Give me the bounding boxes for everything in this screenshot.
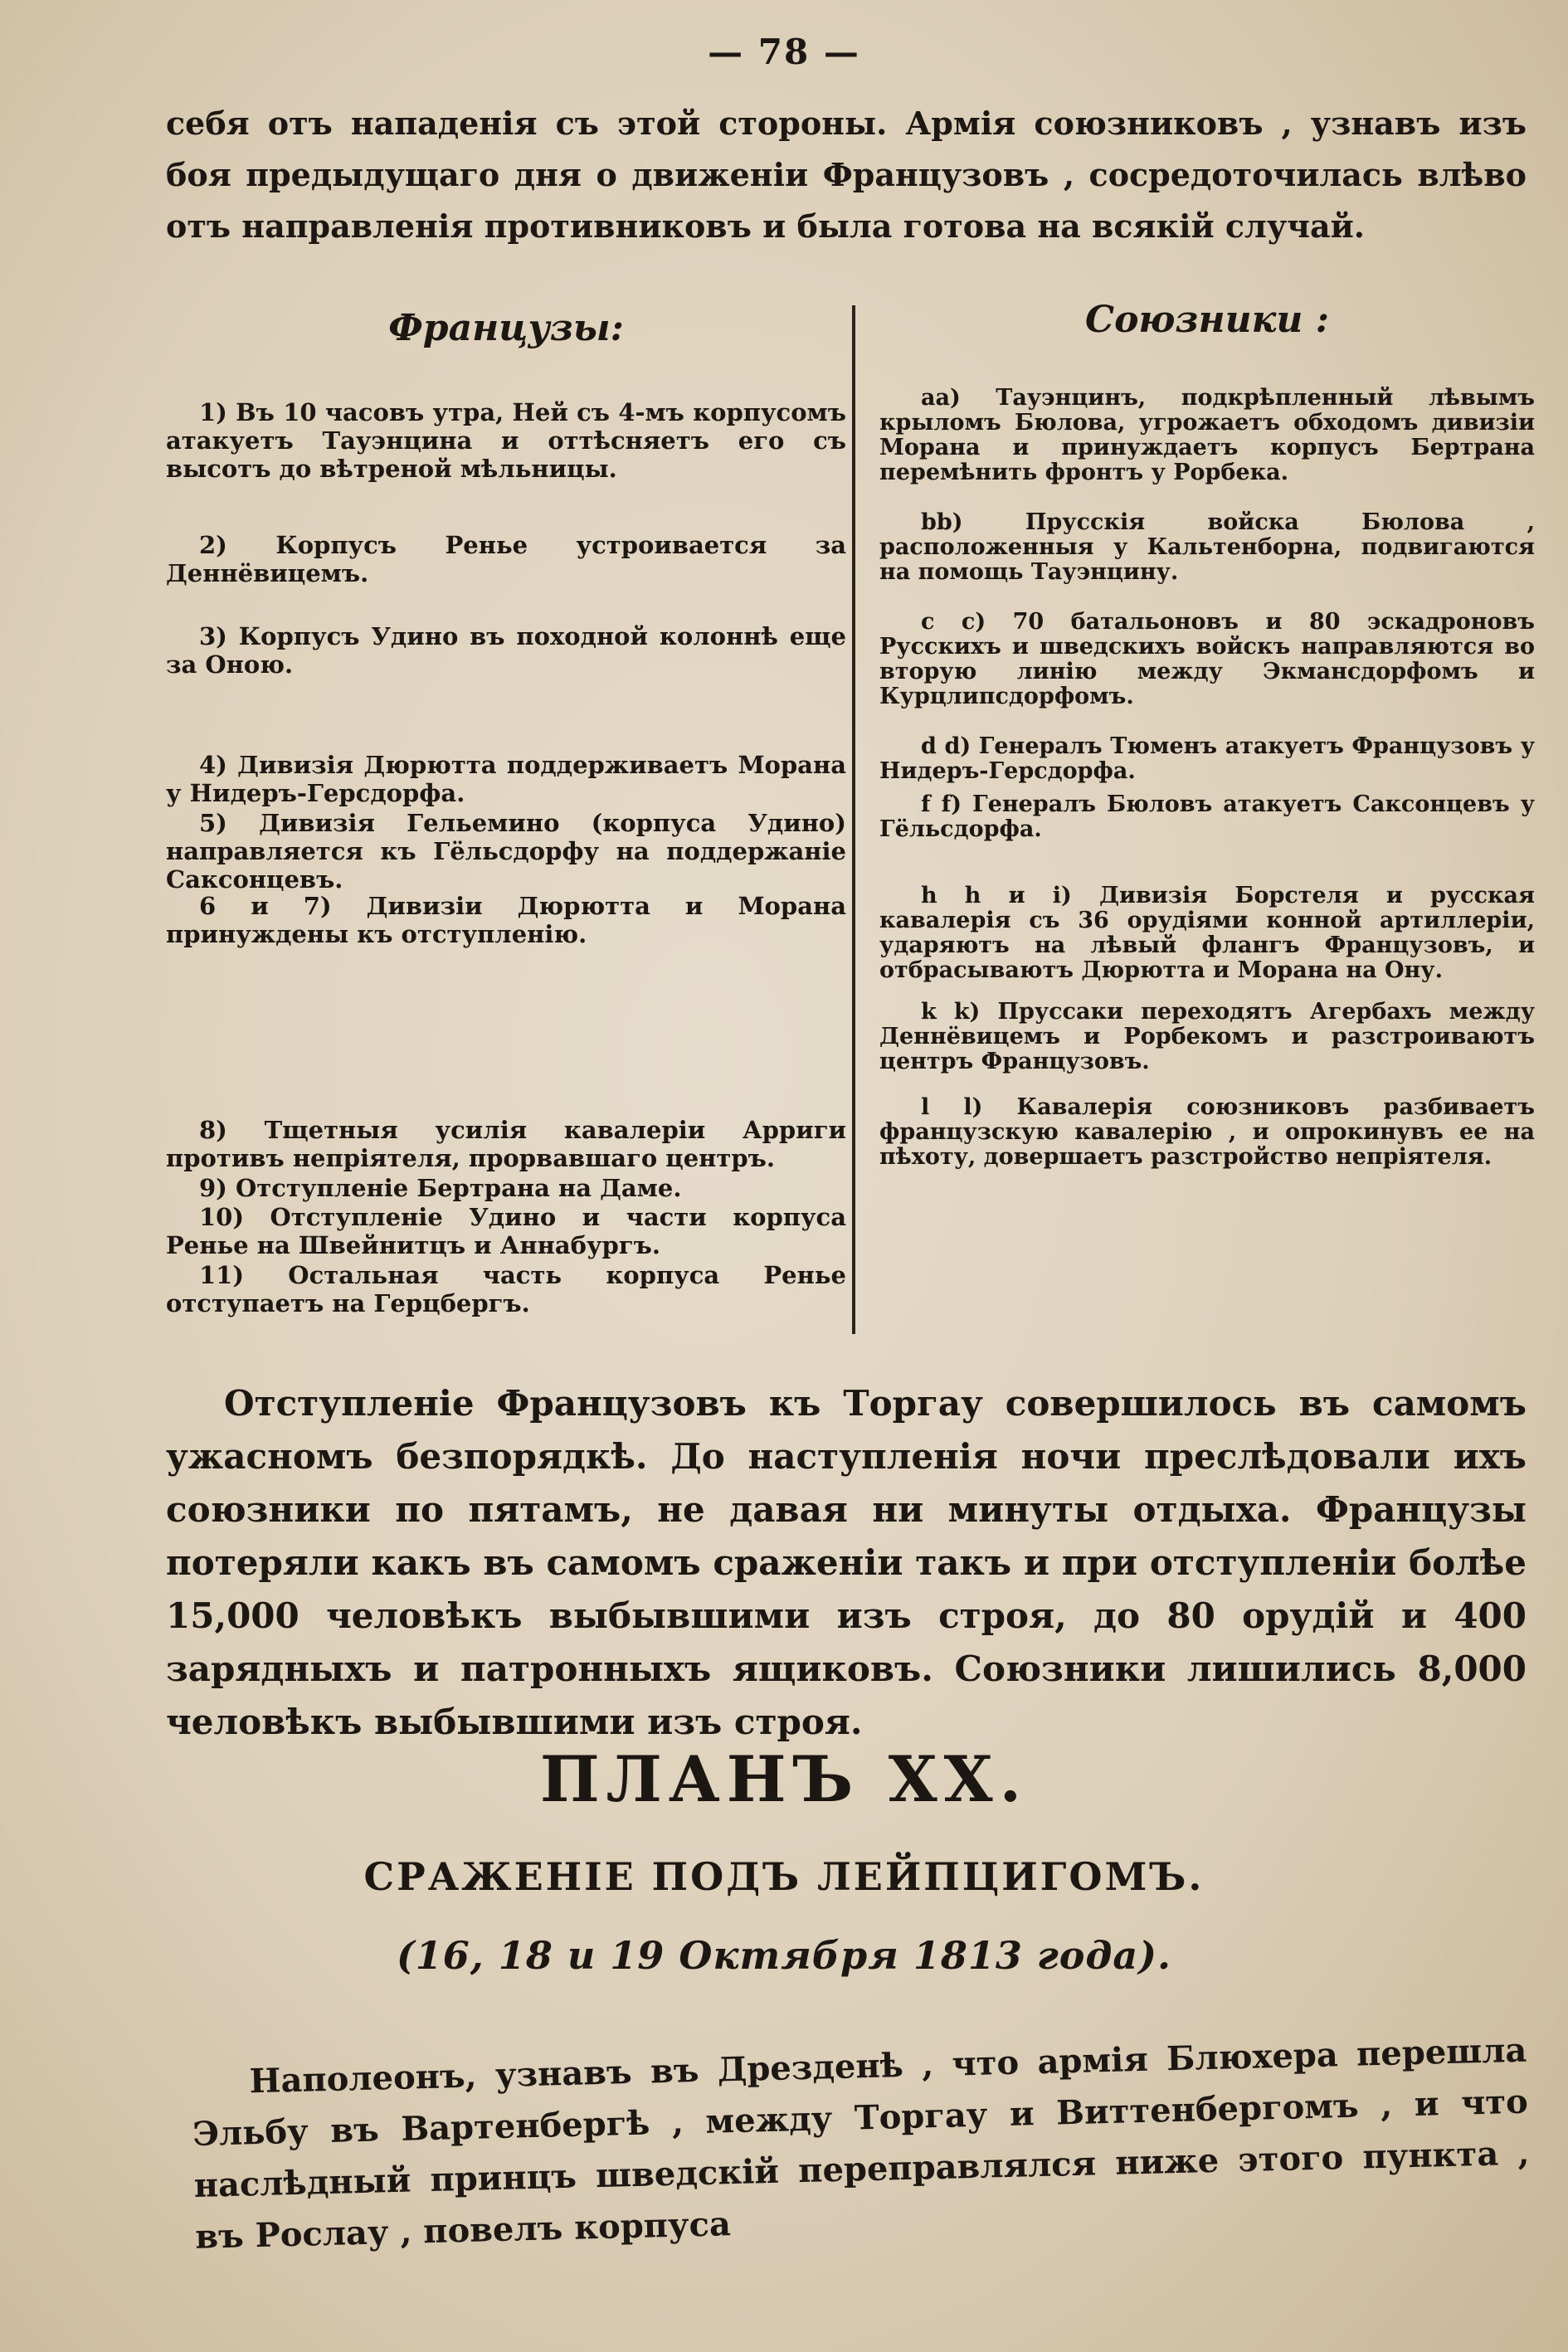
french-entry: 3) Корпусъ Удино въ походной колоннѣ еще за Оною.	[166, 622, 846, 679]
battle-dates: (16, 18 и 19 Октября 1813 года).	[397, 1933, 1171, 1978]
french-entry: 8) Тщетныя усилія кавалеріи Арриги противъ непріятеля, прорвавшаго центръ.	[166, 1116, 846, 1172]
allies-entry: аа) Тауэнцинъ, подкрѣпленный лѣвымъ крыломъ Бюлова, угрожаетъ обходомъ дивизіи Морана и принуждаетъ корпусъ Бертрана перемѣнить фронтъ у Рорбека.	[879, 385, 1535, 485]
column-divider	[852, 305, 855, 1334]
allies-column	[879, 299, 1535, 1170]
french-entry: 6 и 7) Дивизіи Дюрютта и Морана принуждены къ отступленію.	[166, 892, 846, 948]
allies-entry: k k) Пруссаки переходятъ Агербахъ между Деннёвицемъ и Рорбекомъ и разстроиваютъ центръ Французовъ.	[879, 999, 1535, 1074]
allies-entry: d d) Генералъ Тюменъ атакуетъ Французовъ у Нидеръ-Герсдорфа.	[879, 733, 1535, 784]
french-entry: 4) Дивизія Дюрютта поддерживаетъ Морана у Нидеръ-Герсдорфа.	[166, 751, 846, 807]
allies-entry: f f) Генералъ Бюловъ атакуетъ Саксонцевъ у Гёльсдорфа.	[879, 791, 1535, 842]
napoleon-paragraph: Наполеонъ, узнавъ въ Дрезденѣ , что армія Блюхера перешла Эльбу въ Вартенбергѣ , между Торгау и Виттенбергомъ , и что наслѣдный принцъ шведскій переправлялся ниже этого пункта , въ Рослау , повелъ корпуса	[192, 2030, 1530, 2257]
allies-entry: h h и i) Дивизія Борстеля и русская кавалерія съ 36 орудіями конной артиллеріи, ударяютъ на лѣвый флангъ Французовъ, и отбрасываютъ Дюрютта и Морана на Ону.	[879, 883, 1535, 983]
french-entry: 11) Остальная часть корпуса Ренье отступаетъ на Герцбергъ.	[166, 1261, 846, 1317]
allies-entry: l l) Кавалерія союзниковъ разбиваетъ французскую кавалерію , и опрокинувъ ее на пѣхоту, довершаетъ разстройство непріятеля.	[879, 1094, 1535, 1170]
battle-title: СРАЖЕНІЕ ПОДЪ ЛЕЙПЦИГОМЪ.	[363, 1854, 1205, 1899]
french-entry: 1) Въ 10 часовъ утра, Ней съ 4-мъ корпусомъ атакуетъ Тауэнцина и оттѣсняетъ его съ высотъ до вѣтреной мѣльницы.	[166, 398, 846, 483]
french-column	[166, 307, 846, 1317]
french-entry: 9) Отступленіе Бертрана на Даме.	[199, 1174, 682, 1202]
retreat-paragraph: Отступленіе Французовъ къ Торгау совершилось въ самомъ ужасномъ безпорядкѣ. До наступленія ночи преслѣдовали ихъ союзники по пятамъ, не давая ни минуты отдыха. Французы потеряли какъ въ самомъ сраженіи такъ и при отступленіи болѣе 15,000 человѣкъ выбывшими изъ строя, до 80 орудій и 400 зарядныхъ и патронныхъ ящиковъ. Союзники лишились 8,000 человѣкъ выбывшими изъ строя.	[166, 1383, 1527, 1742]
page-number: — 78 —	[708, 32, 860, 72]
french-heading: Французы:	[388, 307, 624, 349]
allies-heading: Союзники :	[1085, 299, 1329, 341]
french-entry: 10) Отступленіе Удино и части корпуса Ренье на Швейнитцъ и Аннабургъ.	[166, 1203, 846, 1259]
french-entry: 5) Дивизія Гельемино (корпуса Удино) направляется къ Гёльсдорфу на поддержаніе Саксонцевъ.	[166, 809, 846, 894]
french-entry: 2) Корпусъ Ренье устроивается за Деннёвицемъ.	[166, 531, 846, 587]
plan-title: ПЛАНЪ XX.	[539, 1742, 1029, 1816]
allies-entry: с с) 70 батальоновъ и 80 эскадроновъ Русскихъ и шведскихъ войскъ направляются во вторую линію между Экмансдорфомъ и Курцлипсдорфомъ.	[879, 609, 1535, 709]
intro-paragraph: себя отъ нападенія съ этой стороны. Армія союзниковъ , узнавъ изъ боя предыдущаго дня о движеніи Французовъ , сосредоточилась влѣво отъ направленія противниковъ и была готова на всякій случай.	[166, 105, 1527, 245]
allies-entry: bb) Прусскія войска Бюлова , расположенныя у Кальтенборна, подвигаются на помощь Тауэнцину.	[879, 509, 1535, 585]
